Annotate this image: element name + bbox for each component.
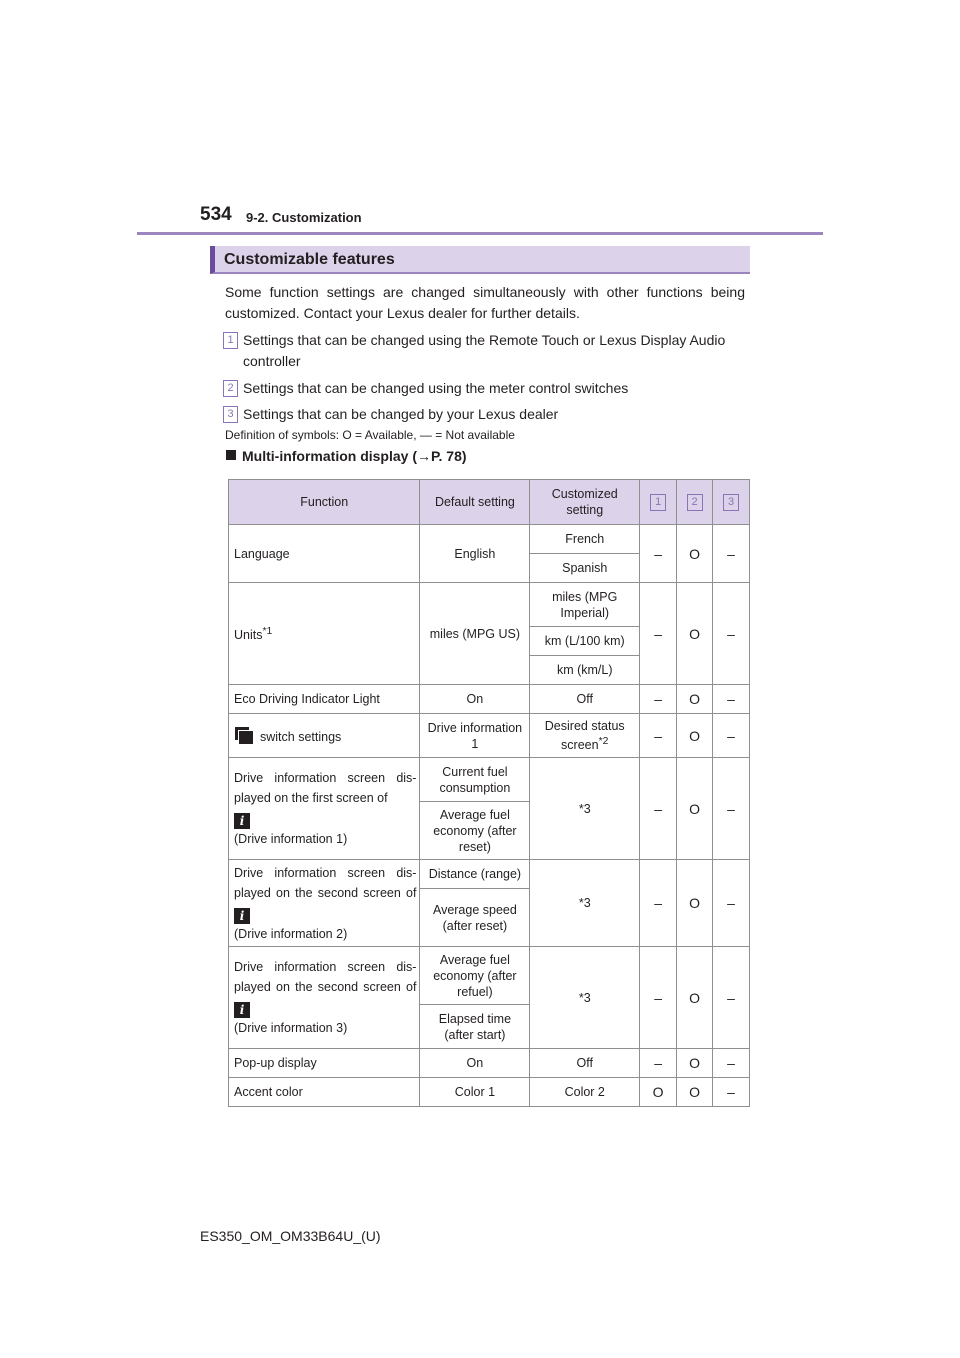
units-note: *1 [262, 625, 273, 637]
section-title-bar [210, 246, 750, 274]
square-bullet-icon [226, 450, 236, 460]
legend-number-3: 3 [223, 406, 238, 423]
cell-c3: – [713, 1049, 750, 1078]
cell-default: Average fuel economy (after refuel) [420, 947, 530, 1005]
cell-c2: O [677, 947, 713, 1049]
cell-custom: French [530, 525, 640, 554]
cell-c2: O [677, 583, 713, 685]
legend-text-2: Settings that can be changed using the meter control switches [243, 380, 629, 396]
legend-text-1: Settings that can be changed using the Remote Touch or Lexus Display Audio controller [243, 332, 726, 369]
cell-function [229, 758, 420, 860]
cell-custom: *3 [530, 860, 640, 947]
subheading [226, 448, 467, 464]
cell-c2: O [677, 714, 713, 758]
cell-default: Elapsed time (after start) [420, 1005, 530, 1049]
cell-c2: O [677, 685, 713, 714]
cell-function [229, 860, 420, 947]
header-customized: Customized setting [530, 480, 640, 525]
cell-default: On [420, 685, 530, 714]
table-row [229, 1078, 750, 1107]
intro-text: Some function settings are changed simultaneously with other functions being customized. Contact your Lexus dealer for further details. [225, 284, 745, 321]
switch-custom-text: Desired status screen [544, 718, 625, 753]
cell-c1: – [640, 758, 677, 860]
section-header: 9-2. Customization [246, 210, 362, 225]
switch-label: switch settings [260, 729, 342, 744]
cell-c3: – [713, 714, 750, 758]
cell-default: Average speed (after reset) [420, 889, 530, 947]
cell-c3: – [713, 1078, 750, 1107]
header-col-1 [640, 480, 677, 525]
cell-c1: O [640, 1078, 677, 1107]
info-icon: i [234, 1002, 250, 1018]
header-rule [137, 232, 823, 235]
cell-default: Current fuel consumption [420, 758, 530, 802]
drive2-text: Drive information screen dis- played on the second screen of [234, 865, 417, 900]
table-row [229, 1049, 750, 1078]
symbol-definition: Definition of symbols: O = Available, — = Not available [225, 428, 515, 442]
cell-custom: miles (MPG Imperial) [530, 583, 640, 627]
header-default: Default setting [420, 480, 530, 525]
header-col-3 [713, 480, 750, 525]
cell-c3: – [713, 685, 750, 714]
cell-function [229, 947, 420, 1049]
cell-c3: – [713, 525, 750, 583]
switch-note: *2 [598, 735, 609, 747]
footer-code: ES350_OM_OM33B64U_(U) [200, 1228, 381, 1244]
cell-default: English [420, 525, 530, 583]
table-row [229, 525, 750, 554]
cell-function: Eco Driving Indicator Light [229, 685, 420, 714]
header-col-2 [677, 480, 713, 525]
table-row [229, 758, 750, 802]
cell-function: Pop-up display [229, 1049, 420, 1078]
page-number: 534 [200, 204, 232, 225]
cell-c1: – [640, 947, 677, 1049]
cell-c1: – [640, 714, 677, 758]
legend-text-3: Settings that can be changed by your Lexus dealer [243, 406, 559, 422]
cell-c1: – [640, 860, 677, 947]
units-label: Units [234, 628, 263, 643]
table-header-row [229, 480, 750, 525]
cell-c1: – [640, 685, 677, 714]
cell-c2: O [677, 860, 713, 947]
header-function: Function [229, 480, 420, 525]
header-number-3: 3 [723, 494, 739, 511]
cell-c3: – [713, 860, 750, 947]
cell-c1: – [640, 583, 677, 685]
section-title: Customizable features [224, 251, 395, 268]
header-number-2: 2 [687, 494, 703, 511]
table-row [229, 714, 750, 758]
cell-default: Average fuel economy (after reset) [420, 802, 530, 860]
cell-c2: O [677, 758, 713, 860]
cell-custom [530, 714, 640, 758]
cell-default: On [420, 1049, 530, 1078]
cell-default: Drive information 1 [420, 714, 530, 758]
info-icon: i [234, 908, 250, 924]
legend-number-1: 1 [223, 332, 238, 349]
cell-custom: Off [530, 685, 640, 714]
table-row [229, 860, 750, 889]
cell-c1: – [640, 525, 677, 583]
cell-function: Accent color [229, 1078, 420, 1107]
drive1-text: Drive information screen dis- played on the first screen of [234, 771, 417, 805]
cell-default: Color 1 [420, 1078, 530, 1107]
cell-custom: *3 [530, 758, 640, 860]
cell-function [229, 583, 420, 685]
cell-c2: O [677, 1078, 713, 1107]
info-icon: i [234, 813, 250, 829]
cell-function: Language [229, 525, 420, 583]
table-row [229, 947, 750, 1005]
subheading-text: Multi-information display (→P. 78) [242, 448, 467, 464]
table-row [229, 685, 750, 714]
cell-c2: O [677, 525, 713, 583]
cell-default: miles (MPG US) [420, 583, 530, 685]
cell-c1: – [640, 1049, 677, 1078]
cell-custom: Off [530, 1049, 640, 1078]
drive2-label: (Drive information 2) [234, 926, 348, 941]
cell-c3: – [713, 947, 750, 1049]
cell-custom: Spanish [530, 554, 640, 583]
cell-custom: km (km/L) [530, 656, 640, 685]
cell-custom: km (L/100 km) [530, 627, 640, 656]
cell-c3: – [713, 583, 750, 685]
table-row [229, 583, 750, 627]
cell-custom: *3 [530, 947, 640, 1049]
legend-number-2: 2 [223, 380, 238, 397]
drive1-label: (Drive information 1) [234, 832, 348, 846]
cell-c2: O [677, 1049, 713, 1078]
cell-function [229, 714, 420, 758]
cell-default: Distance (range) [420, 860, 530, 889]
display-switch-icon [234, 726, 256, 746]
cell-custom: Color 2 [530, 1078, 640, 1107]
cell-c3: – [713, 758, 750, 860]
drive3-text: Drive information screen dis- played on the second screen of [234, 960, 417, 994]
header-number-1: 1 [650, 494, 666, 511]
customization-table [228, 479, 750, 1107]
drive3-label: (Drive information 3) [234, 1021, 348, 1035]
